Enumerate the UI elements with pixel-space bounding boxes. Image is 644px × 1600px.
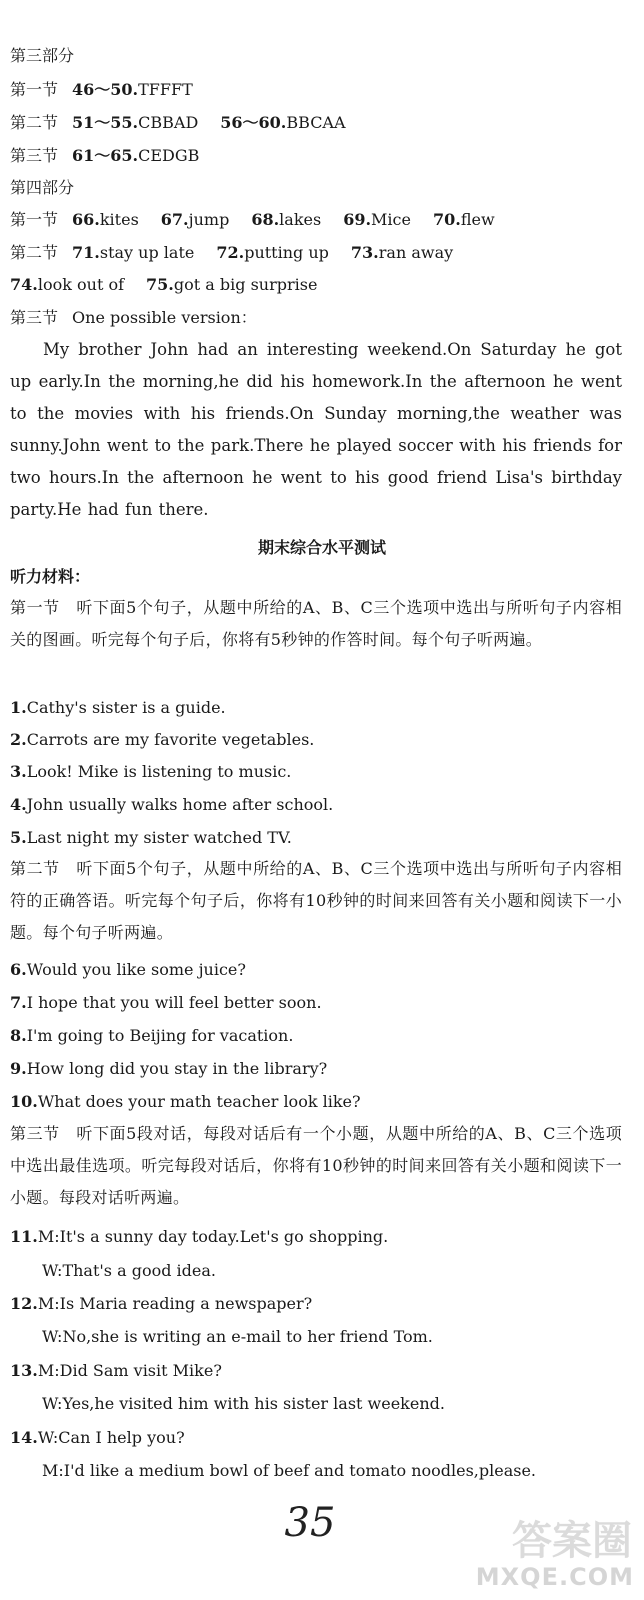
section-label: 第一节	[10, 210, 59, 229]
item-number: 2.	[10, 730, 27, 749]
item-number: 72.	[216, 243, 245, 262]
item-text: John usually walks home after school.	[26, 795, 334, 814]
answer-key: BBCAA	[286, 113, 346, 132]
item-answer: kites	[99, 210, 139, 229]
answer-range: 61～65.	[72, 146, 139, 165]
part3-section1	[10, 80, 622, 100]
item-number: 68.	[251, 210, 280, 229]
item-answer: ran away	[378, 243, 454, 262]
part3-section3	[10, 146, 622, 166]
section-label: 第二节	[10, 113, 59, 132]
watermark-logo-icon: 答案圈	[512, 1518, 632, 1564]
section-label: 第三节	[10, 146, 59, 165]
item-number: 11.	[10, 1227, 38, 1246]
part4-section2	[10, 243, 622, 263]
listening-item	[10, 762, 622, 782]
item-number: 75.	[146, 275, 174, 294]
listening-item	[10, 795, 622, 815]
item-text: How long did you stay in the library?	[26, 1059, 328, 1078]
dialog-text: M:Did Sam visit Mike?	[37, 1361, 222, 1380]
answer-range: 51～55.	[72, 113, 139, 132]
item-answer: Mice	[371, 210, 411, 229]
part4-section1	[10, 210, 622, 230]
answer-range: 56～60.	[220, 113, 287, 132]
essay-intro: One possible version：	[72, 308, 257, 327]
item-number: 9.	[10, 1059, 27, 1078]
item-number: 5.	[10, 828, 27, 847]
answer-key: TFFFT	[138, 80, 193, 99]
watermark-text: MXQE.COM	[475, 1563, 634, 1591]
section-label: 第二节	[10, 243, 59, 262]
item-text: I hope that you will feel better soon.	[26, 993, 322, 1012]
item-number: 74.	[10, 275, 38, 294]
dialog-line: M:I'd like a medium bowl of beef and tomato noodles,please.	[42, 1461, 537, 1480]
listening-item	[10, 1026, 622, 1046]
dialog-line	[10, 1361, 622, 1381]
part4-section3	[10, 308, 622, 328]
sample-essay: My brother John had an interesting weekend.On Saturday he got up early.In the morning,he did his homework.In the afternoon he went to the movies with his friends.On Sunday morning,the weather was sunny.John went to the park.There he played soccer with his friends for two hours.In the afternoon he went to his good friend Lisa's birthday party.He had fun there.	[10, 340, 622, 519]
item-number: 67.	[160, 210, 189, 229]
item-text: Would you like some juice?	[26, 960, 246, 979]
site-watermark	[475, 1505, 638, 1595]
part3-heading: 第三部分	[10, 46, 75, 65]
item-text: Last night my sister watched TV.	[26, 828, 292, 847]
item-answer: got a big surprise	[173, 275, 318, 294]
item-number: 14.	[10, 1428, 38, 1447]
dialog-text: M:It's a sunny day today.Let's go shopping.	[37, 1227, 389, 1246]
dialog-line: W:That's a good idea.	[42, 1261, 216, 1280]
answer-key: CEDGB	[138, 146, 200, 165]
item-number: 3.	[10, 762, 27, 781]
item-answer: stay up late	[99, 243, 195, 262]
dialog-text: W:Can I help you?	[37, 1428, 185, 1447]
listening-item	[10, 993, 622, 1013]
section2-instruction: 第二节 听下面5个句子，从题中所给的A、B、C三个选项中选出与所听句子内容相符的正确答语。听完每个句子后，你将有10秒钟的时间来回答有关小题和阅读下一小题。每个句子听两遍。	[10, 859, 622, 942]
item-answer: flew	[460, 210, 495, 229]
section-label: 第三节	[10, 308, 59, 327]
item-number: 66.	[72, 210, 100, 229]
part4-heading: 第四部分	[10, 178, 75, 197]
item-answer: look out of	[37, 275, 125, 294]
part3-section2	[10, 113, 622, 133]
item-answer: lakes	[279, 210, 322, 229]
item-text: Cathy's sister is a guide.	[26, 698, 226, 717]
item-answer: jump	[188, 210, 230, 229]
item-text: What does your math teacher look like?	[37, 1092, 361, 1111]
listening-item	[10, 698, 622, 718]
item-answer: putting up	[244, 243, 329, 262]
dialog-line	[10, 1294, 622, 1314]
dialog-line	[10, 1227, 622, 1247]
section3-instruction: 第三节 听下面5段对话，每段对话后有一个小题，从题中所给的A、B、C三个选项中选出最佳选项。听完每段对话后，你将有10秒钟的时间来回答有关小题和阅读下一小题。每段对话听两遍。	[10, 1124, 622, 1207]
final-test-title: 期末综合水平测试	[257, 538, 386, 557]
item-number: 4.	[10, 795, 27, 814]
item-number: 71.	[72, 243, 100, 262]
listening-item	[10, 828, 622, 848]
item-number: 10.	[10, 1092, 38, 1111]
item-text: Look! Mike is listening to music.	[26, 762, 292, 781]
listening-item	[10, 1059, 622, 1079]
listening-item	[10, 960, 622, 980]
listening-item	[10, 1092, 622, 1112]
page-number: 35	[284, 1500, 336, 1546]
item-number: 70.	[432, 210, 461, 229]
item-number: 8.	[10, 1026, 27, 1045]
item-number: 7.	[10, 993, 27, 1012]
listening-item	[10, 730, 622, 750]
section1-instruction: 第一节 听下面5个句子，从题中所给的A、B、C三个选项中选出与所听句子内容相关的图画。听完每个句子后，你将有5秒钟的作答时间。每个句子听两遍。	[10, 598, 622, 649]
item-text: Carrots are my favorite vegetables.	[26, 730, 315, 749]
item-number: 73.	[350, 243, 379, 262]
listening-label: 听力材料：	[10, 567, 91, 586]
item-number: 13.	[10, 1361, 38, 1380]
dialog-text: M:Is Maria reading a newspaper?	[37, 1294, 313, 1313]
item-number: 6.	[10, 960, 27, 979]
item-number: 69.	[343, 210, 372, 229]
part4-section2-cont	[10, 275, 622, 295]
dialog-line: W:Yes,he visited him with his sister last weekend.	[42, 1394, 445, 1413]
item-text: I'm going to Beijing for vacation.	[26, 1026, 294, 1045]
answer-key: CBBAD	[138, 113, 199, 132]
item-number: 1.	[10, 698, 27, 717]
item-number: 12.	[10, 1294, 38, 1313]
dialog-line	[10, 1428, 622, 1448]
section-label: 第一节	[10, 80, 59, 99]
dialog-line: W:No,she is writing an e-mail to her friend Tom.	[42, 1327, 433, 1346]
answer-range: 46～50.	[72, 80, 139, 99]
